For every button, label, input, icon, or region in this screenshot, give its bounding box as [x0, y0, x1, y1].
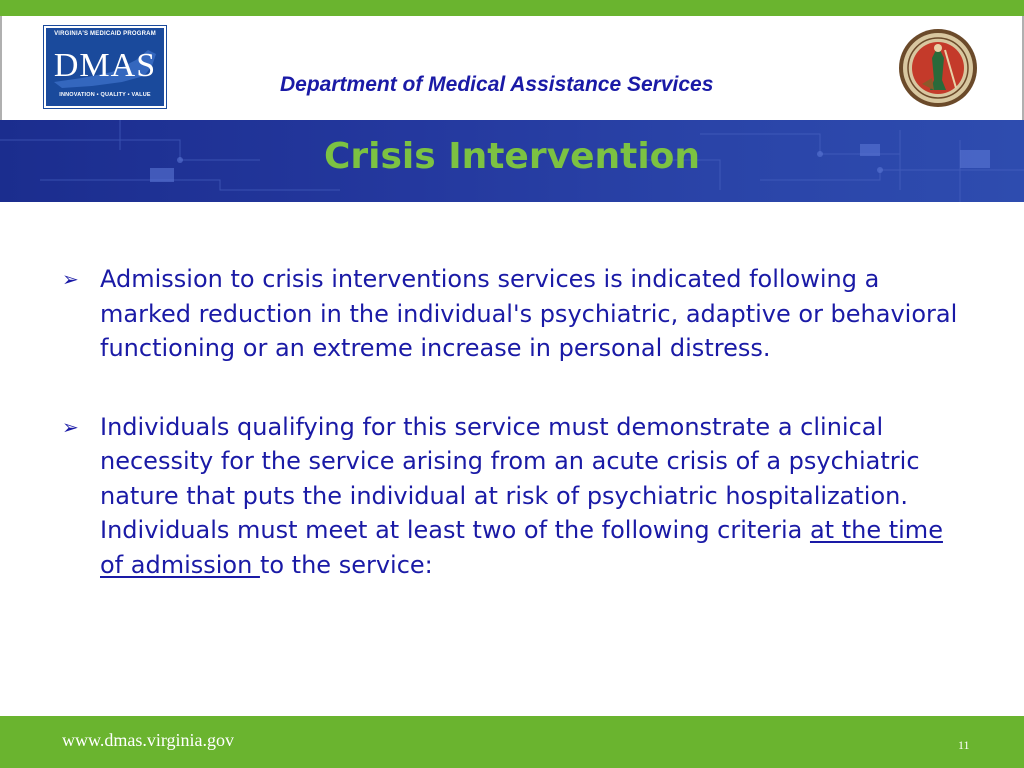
header: [0, 16, 1024, 120]
bullet-text: Admission to crisis interventions services is indicated following a marked reduction in the individual's psychiatric, adaptive or behavioral functioning or an extreme increase in personal distress.: [100, 265, 958, 362]
bullet-text-end: to the service:: [259, 550, 433, 579]
bullet-underlined-text: at the time of admission: [100, 516, 943, 579]
arrow-bullet-icon: ➢: [62, 414, 79, 439]
logo-name: DMAS: [53, 47, 157, 84]
arrow-bullet-icon: ➢: [62, 267, 79, 291]
dmas-logo: [44, 26, 166, 108]
bullet-text: Individuals qualifying for this service must demonstrate a clinical necessity for the service arising from an acute crisis of a psychiatric nature that puts the individual at risk of psychiatric hospitalization. Individuals must meet at least two of the following criteria: [100, 412, 920, 544]
virginia-state-seal-icon: [898, 28, 978, 108]
logo-tagline: INNOVATION • QUALITY • VALUE: [59, 92, 151, 98]
department-title: Department of Medical Assistance Services: [280, 73, 714, 96]
bullet-item: [62, 410, 962, 583]
footer-url[interactable]: www.dmas.virginia.gov: [62, 730, 234, 750]
slide-content: [62, 262, 962, 582]
footer: [0, 716, 1024, 768]
slide-title: Crisis Intervention: [323, 136, 701, 177]
page-number: 11: [958, 738, 970, 752]
bullet-item: [62, 262, 962, 366]
logo-top-text: VIRGINIA'S MEDICAID PROGRAM: [54, 31, 156, 37]
top-green-bar: [0, 0, 1024, 16]
